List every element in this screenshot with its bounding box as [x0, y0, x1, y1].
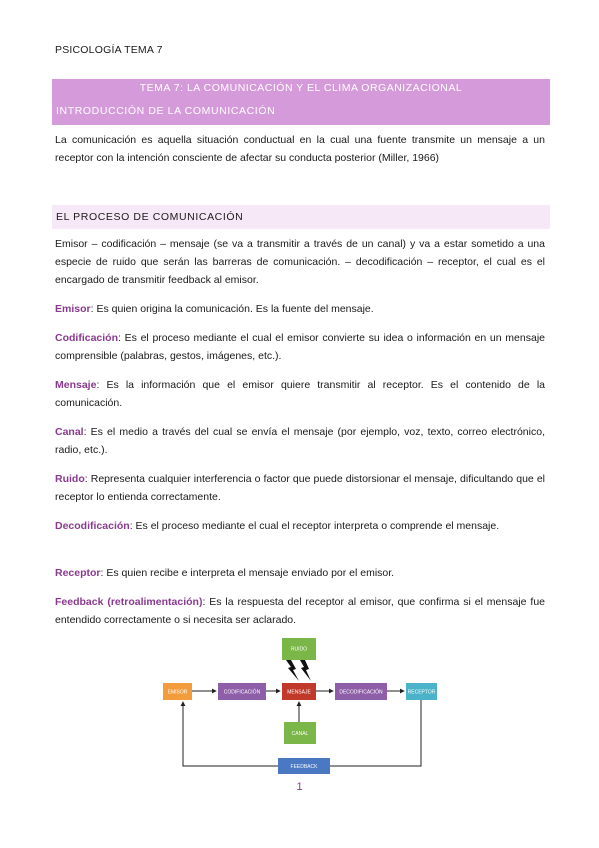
box-ruido: [282, 638, 316, 660]
label-feedback: FEEDBACK: [290, 764, 318, 770]
section-heading-process: EL PROCESO DE COMUNICACIÓN: [52, 205, 550, 229]
label-receptor: RECEPTOR: [407, 689, 436, 696]
definition-feedback: [55, 593, 545, 629]
term-receptor: Receptor: [55, 567, 101, 579]
term-emisor: Emisor: [55, 303, 91, 315]
definition-text: : Es el proceso mediante el cual el emisor convierte su idea o información en un mensaje comprensible (palabras, gestos, imágenes, etc.).: [55, 332, 545, 362]
definition-ruido: [55, 470, 545, 506]
definition-text: : Es la información que el emisor quiere transmitir al receptor. Es el contenido de la comunicación.: [55, 379, 545, 409]
label-ruido: RUIDO: [290, 646, 308, 653]
definition-canal: [55, 423, 545, 459]
definition-receptor: [55, 564, 545, 582]
arrow-feedback-emisor: [183, 702, 278, 766]
noise-bolt-right-icon: [300, 660, 311, 681]
box-feedback: [278, 758, 330, 774]
label-decodificacion: DECODIFICACIÓN: [339, 689, 383, 696]
term-decodificacion: Decodificación: [55, 520, 130, 532]
definition-codificacion: [55, 329, 545, 365]
definition-emisor: [55, 300, 545, 318]
page-number: 1: [296, 781, 303, 793]
definition-text: : Es el proceso mediante el cual el receptor interpreta o comprende el mensaje.: [129, 520, 500, 532]
box-canal: [284, 722, 316, 744]
box-emisor: [163, 683, 192, 700]
chapter-title: TEMA 7: LA COMUNICACIÓN Y EL CLIMA ORGANIZACIONAL: [52, 79, 550, 98]
arrow-receptor-feedback: [310, 700, 421, 766]
definition-text: : Es quien recibe e interpreta el mensaje enviado por el emisor.: [100, 567, 395, 579]
definition-mensaje: [55, 376, 545, 412]
box-receptor: [406, 683, 437, 700]
definition-text: : Representa cualquier interferencia o factor que puede distorsionar el mensaje, dificultando que el receptor lo entienda correctamente.: [55, 473, 545, 503]
term-feedback: Feedback (retroalimentación): [55, 596, 203, 608]
label-canal: CANAL: [291, 731, 309, 737]
definition-decodificacion: [55, 517, 545, 535]
page-header: PSICOLOGÍA TEMA 7: [55, 44, 163, 56]
process-paragraph: Emisor – codificación – mensaje (se va a transmitir a través de un canal) y va a estar sometido a una especie de ruido que serán las barreras de comunicación. – decodificación – receptor, el cual es el encargado de transmitir feedback al emisor.: [55, 238, 545, 286]
intro-paragraph: La comunicación es aquella situación conductual en la cual una fuente transmite un mensaje a un receptor con la intención consciente de afectar su conducta posterior (Miller, 1966): [55, 134, 545, 164]
label-mensaje: MENSAJE: [287, 689, 311, 696]
label-emisor: EMISOR: [167, 689, 188, 696]
noise-bolt-left-icon: [286, 660, 299, 681]
definition-text: : Es el medio a través del cual se envía el mensaje (por ejemplo, voz, texto, correo electrónico, radio, etc.).: [55, 426, 545, 456]
box-codificacion: [218, 683, 266, 700]
term-codificacion: Codificación: [55, 332, 119, 344]
term-ruido: Ruido: [55, 473, 85, 485]
term-mensaje: Mensaje: [55, 379, 97, 391]
term-canal: Canal: [55, 426, 84, 438]
definition-text: : Es quien origina la comunicación. Es la fuente del mensaje.: [90, 303, 374, 315]
definition-text: : Es la respuesta del receptor al emisor, que confirma si el mensaje fue entendido correctamente o si necesita ser aclarado.: [55, 596, 545, 626]
communication-process-diagram: [150, 632, 450, 777]
box-mensaje: [282, 683, 316, 700]
label-codificacion: CODIFICACIÓN: [223, 689, 261, 696]
section-heading-intro: INTRODUCCIÓN DE LA COMUNICACIÓN: [52, 98, 550, 125]
box-decodificacion: [335, 683, 387, 700]
